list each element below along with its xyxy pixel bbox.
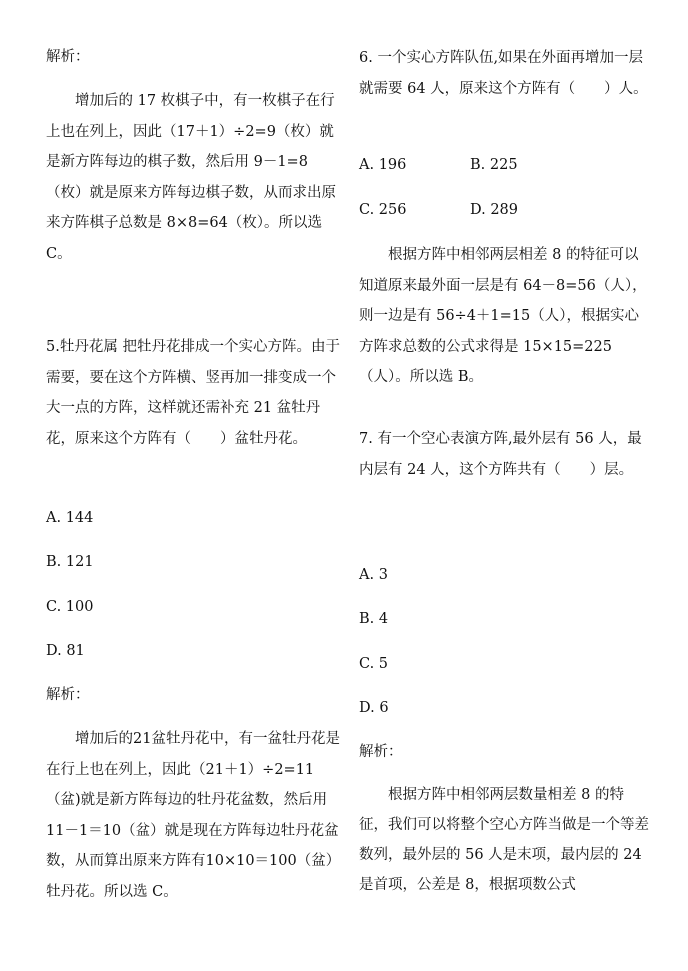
q6-option-a: A. 196 bbox=[359, 157, 407, 173]
q6-option-c: C. 256 bbox=[359, 202, 407, 218]
analysis-label: 解析： bbox=[359, 744, 403, 760]
q7-option-c: C. 5 bbox=[359, 656, 389, 672]
q7-option-b: B. 4 bbox=[359, 611, 389, 627]
q5-option-d: D. 81 bbox=[46, 643, 85, 659]
question-7-text: 7. 有一个空心表演方阵,最外层有 56 人，最内层有 24 人，这个方阵共有（ ）层。 bbox=[359, 431, 642, 478]
q7-option-a: A. 3 bbox=[359, 567, 388, 583]
q5-option-b: B. 121 bbox=[46, 554, 94, 570]
analysis-label: 解析： bbox=[46, 49, 90, 65]
explanation-q7: 根据方阵中相邻两层数量相差 8 的特征，我们可以将整个空心方阵当做是一个等差数列，最外层的 56 人是末项，最内层的 24 是首项，公差是 8，根据项数公式 bbox=[359, 787, 649, 893]
q5-option-a: A. 144 bbox=[46, 510, 94, 526]
explanation-q4: 增加后的 17 枚棋子中，有一枚棋子在行上也在列上，因此（17＋1）÷2=9（枚）就是新方阵每边的棋子数，然后用 9－1=8（枚）就是原来方阵每边棋子数，从而求出原来方阵棋子总数是 8×8=64（枚）。所以选 C。 bbox=[46, 93, 336, 262]
explanation-q6: 根据方阵中相邻两层相差 8 的特征可以知道原来最外面一层是有 64－8=56（人），则一边是有 56÷4＋1=15（人），根据实心方阵求总数的公式求得是 15×15=225（人）。所以选 B。 bbox=[359, 247, 647, 385]
question-5-text: 5.牡丹花属 把牡丹花排成一个实心方阵。由于需要，要在这个方阵横、竖再加一排变成一个大一点的方阵，这样就还需补充 21 盆牡丹花，原来这个方阵有（ ）盆牡丹花。 bbox=[46, 339, 340, 447]
q7-option-d: D. 6 bbox=[359, 700, 389, 716]
q6-option-d: D. 289 bbox=[470, 202, 519, 218]
question-6-text: 6. 一个实心方阵队伍,如果在外面再增加一层就需要 64 人，原来这个方阵有（ ）人。 bbox=[359, 50, 648, 97]
q6-option-b: B. 225 bbox=[470, 157, 518, 173]
analysis-label: 解析： bbox=[46, 687, 90, 703]
q5-option-c: C. 100 bbox=[46, 599, 94, 615]
explanation-q5: 增加后的21盆牡丹花中，有一盆牡丹花是在行上也在列上，因此（21＋1）÷2=11（盆)就是新方阵每边的牡丹花盆数，然后用11－1＝10（盆）就是现在方阵每边牡丹花盆数，从而算出原来方阵有10×10＝100（盆）牡丹花。所以选 C。 bbox=[46, 731, 340, 900]
